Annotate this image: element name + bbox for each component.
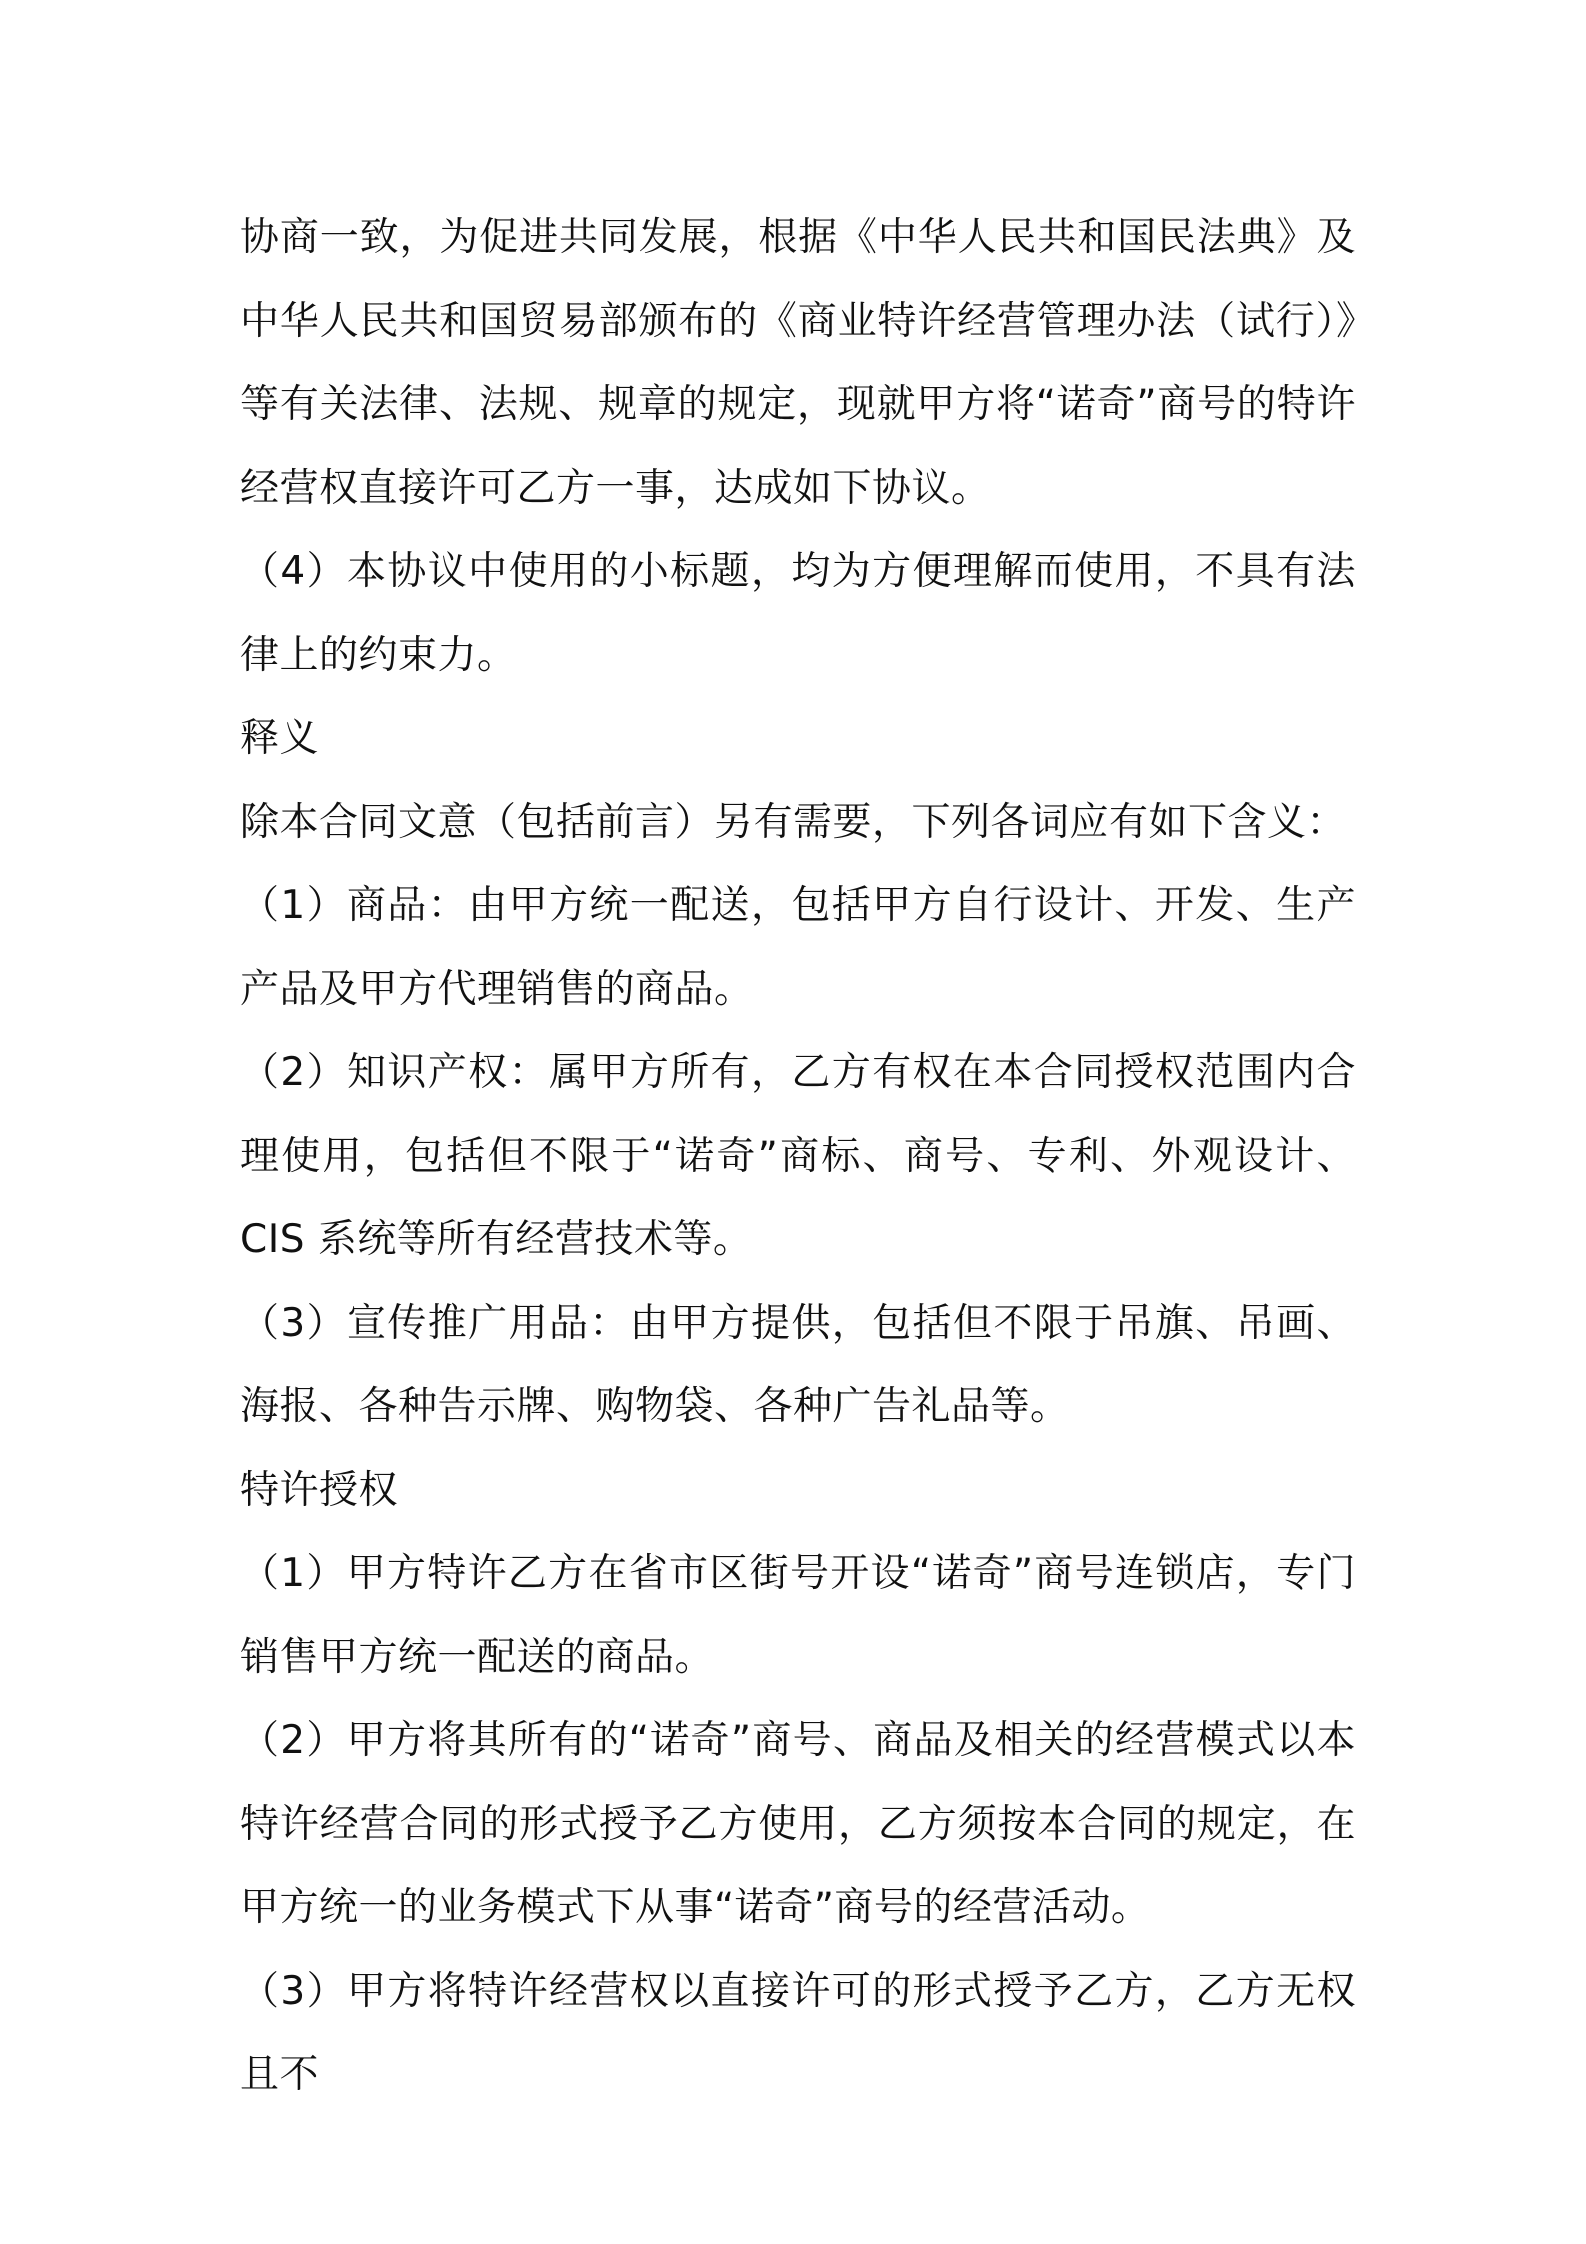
paragraph-definition-3: （3）宣传推广用品：由甲方提供，包括但不限于吊旗、吊画、海报、各种告示牌、购物袋、各种广告礼品等。 (240, 1300, 1356, 1429)
paragraph-definitions-intro: 除本合同文意（包括前言）另有需要，下列各词应有如下含义： (240, 799, 1347, 845)
section-heading-definitions: 释义 (240, 716, 320, 761)
section-heading-franchise-grant: 特许授权 (240, 1467, 399, 1513)
paragraph-grant-1: （1）甲方特许乙方在省市区街号开设“诺奇”商号连锁店，专门销售甲方统一配送的商品。 (240, 1551, 1356, 1680)
document-body (240, 196, 1356, 2117)
paragraph-definition-2: （2）知识产权：属甲方所有，乙方有权在本合同授权范围内合理使用，包括但不限于“诺奇”商标、商号、专利、外观设计、CIS 系统等所有经营技术等。 (240, 1050, 1356, 1262)
paragraph-clause-4: （4）本协议中使用的小标题，均为方便理解而使用，不具有法律上的约束力。 (240, 549, 1356, 678)
paragraph-grant-2: （2）甲方将其所有的“诺奇”商号、商品及相关的经营模式以本特许经营合同的形式授予乙方使用，乙方须按本合同的规定，在甲方统一的业务模式下从事“诺奇”商号的经营活动。 (240, 1718, 1356, 1930)
paragraph-grant-3: （3）甲方将特许经营权以直接许可的形式授予乙方，乙方无权且不 (240, 1968, 1356, 2097)
paragraph-preamble: 协商一致，为促进共同发展，根据《中华人民共和国民法典》及中华人民共和国贸易部颁布的《商业特许经营管理办法（试行）》等有关法律、法规、规章的规定，现就甲方将“诺奇”商号的特许经营权直接许可乙方一事，达成如下协议。 (240, 215, 1356, 511)
paragraph-definition-1: （1）商品：由甲方统一配送，包括甲方自行设计、开发、生产产品及甲方代理销售的商品。 (240, 883, 1356, 1012)
